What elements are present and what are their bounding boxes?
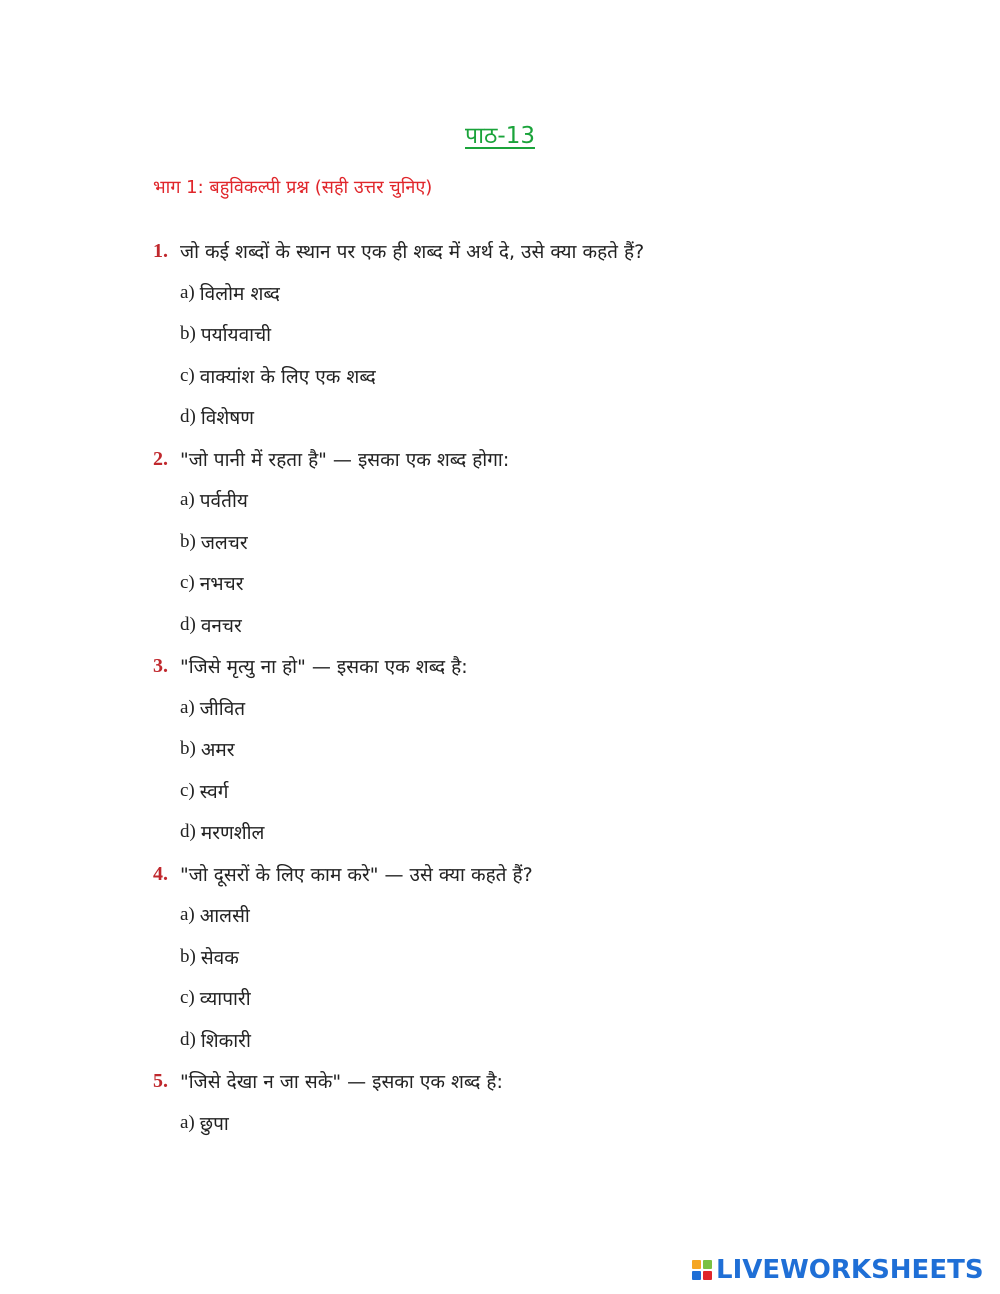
question-text: "जिसे मृत्यु ना हो" — इसका एक शब्द है: xyxy=(180,656,468,678)
option-text: विशेषण xyxy=(200,407,254,429)
liveworksheets-logo[interactable] xyxy=(692,1252,984,1288)
option-text: वनचर xyxy=(200,615,242,637)
question-number: 3. xyxy=(153,654,168,677)
logo-mark-icon xyxy=(692,1260,712,1280)
option-text: सेवक xyxy=(200,947,239,969)
option-letter: b) xyxy=(180,946,196,967)
option-text: आलसी xyxy=(199,905,250,927)
option-text: नभचर xyxy=(199,573,244,595)
question-text: जो कई शब्दों के स्थान पर एक ही शब्द में अर्थ दे, उसे क्या कहते हैं? xyxy=(180,241,645,263)
logo-square-4 xyxy=(703,1271,712,1280)
page-title xyxy=(0,118,1000,154)
option-letter: d) xyxy=(180,406,196,427)
question-4 xyxy=(153,857,533,891)
option-letter: a) xyxy=(180,1112,195,1133)
option-text: जीवित xyxy=(199,698,246,720)
option-text: छुपा xyxy=(199,1113,229,1135)
option-letter: d) xyxy=(180,821,196,842)
question-3-option-d[interactable] xyxy=(180,815,264,849)
question-text: "जिसे देखा न जा सके" — इसका एक शब्द है: xyxy=(180,1071,503,1093)
question-2 xyxy=(153,442,509,476)
logo-text: LIVEWORKSHEETS xyxy=(716,1255,984,1285)
option-text: वाक्यांश के लिए एक शब्द xyxy=(199,366,376,388)
option-letter: b) xyxy=(180,531,196,552)
option-letter: c) xyxy=(180,365,195,386)
option-text: व्यापारी xyxy=(199,988,251,1010)
question-text: "जो पानी में रहता है" — इसका एक शब्द होगा: xyxy=(180,449,510,471)
option-text: विलोम शब्द xyxy=(199,283,280,305)
option-letter: b) xyxy=(180,323,196,344)
page-title-text: पाठ-13 xyxy=(465,123,535,149)
question-number: 5. xyxy=(153,1069,168,1092)
option-letter: a) xyxy=(180,489,195,510)
logo-square-2 xyxy=(703,1260,712,1269)
question-5-option-a[interactable] xyxy=(180,1106,229,1140)
question-1-option-a[interactable] xyxy=(180,276,280,310)
question-3-option-a[interactable] xyxy=(180,691,245,725)
question-number: 4. xyxy=(153,862,168,885)
logo-square-1 xyxy=(692,1260,701,1269)
option-text: जलचर xyxy=(200,532,248,554)
option-letter: b) xyxy=(180,738,196,759)
option-letter: a) xyxy=(180,697,195,718)
question-1-option-c[interactable] xyxy=(180,359,376,393)
question-4-option-a[interactable] xyxy=(180,898,250,932)
question-text: "जो दूसरों के लिए काम करे" — उसे क्या कहते हैं? xyxy=(180,864,533,886)
option-text: स्वर्ग xyxy=(199,781,229,803)
option-text: पर्यायवाची xyxy=(200,324,272,346)
option-letter: c) xyxy=(180,572,195,593)
question-1 xyxy=(153,234,644,268)
option-letter: d) xyxy=(180,614,196,635)
option-letter: a) xyxy=(180,282,195,303)
question-2-option-b[interactable] xyxy=(180,525,248,559)
option-letter: a) xyxy=(180,904,195,925)
logo-square-3 xyxy=(692,1271,701,1280)
question-5 xyxy=(153,1064,503,1098)
question-2-option-a[interactable] xyxy=(180,483,248,517)
question-2-option-d[interactable] xyxy=(180,608,242,642)
question-3-option-b[interactable] xyxy=(180,732,234,766)
question-3 xyxy=(153,649,468,683)
option-letter: c) xyxy=(180,987,195,1008)
option-letter: d) xyxy=(180,1029,196,1050)
question-3-option-c[interactable] xyxy=(180,774,228,808)
option-text: मरणशील xyxy=(200,822,265,844)
question-number: 2. xyxy=(153,447,168,470)
question-4-option-d[interactable] xyxy=(180,1023,251,1057)
question-4-option-c[interactable] xyxy=(180,981,251,1015)
option-letter: c) xyxy=(180,780,195,801)
option-text: अमर xyxy=(200,739,235,761)
question-4-option-b[interactable] xyxy=(180,940,239,974)
section-heading: भाग 1: बहुविकल्पी प्रश्न (सही उत्तर चुनिए) xyxy=(153,177,433,198)
question-2-option-c[interactable] xyxy=(180,566,244,600)
option-text: शिकारी xyxy=(200,1030,251,1052)
question-1-option-d[interactable] xyxy=(180,400,254,434)
question-1-option-b[interactable] xyxy=(180,317,271,351)
option-text: पर्वतीय xyxy=(199,490,248,512)
question-number: 1. xyxy=(153,239,168,262)
